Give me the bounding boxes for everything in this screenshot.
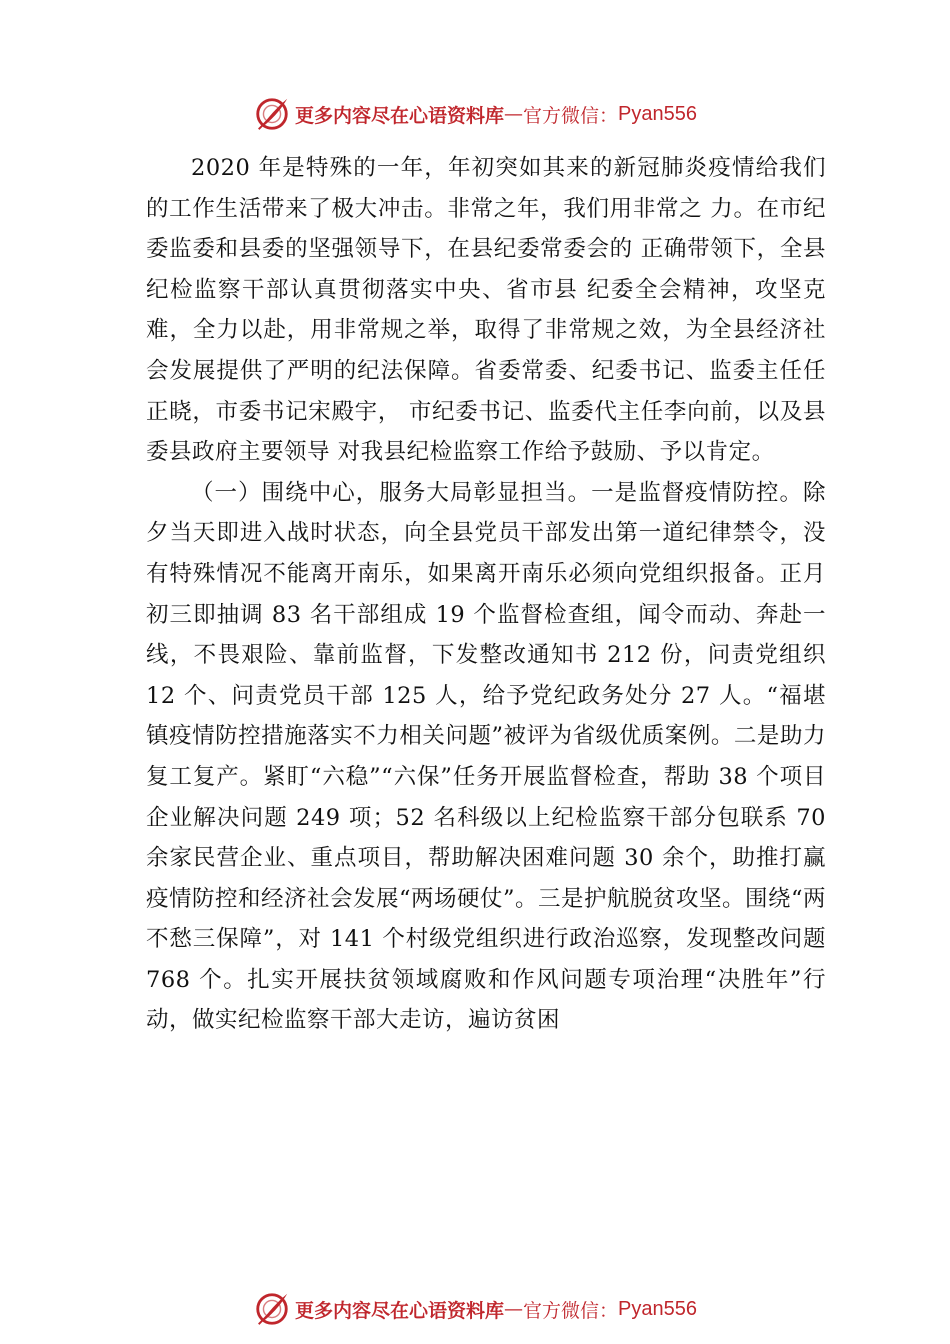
- watermark-separator: —: [504, 103, 524, 125]
- watermark-banner-bottom: [0, 1287, 950, 1331]
- watermark-official-label: 官方微信：: [523, 104, 619, 127]
- watermark-separator: —: [504, 1298, 524, 1320]
- watermark-banner-top: [0, 92, 950, 136]
- watermark-account-id: Pyan556: [618, 1297, 697, 1320]
- watermark-brand-text: 更多内容尽在心语资料库: [295, 104, 505, 127]
- quill-logo-icon: [253, 1290, 291, 1328]
- paragraph-section-one: （一）围绕中心，服务大局彰显担当。一是监督疫情防控。除夕当天即进入战时状态，向全县党员干部发出第一道纪律禁令，没有特殊情况不能离开南乐，如果离开南乐必须向党组织报备。正月初三即抽调 83 名干部组成 19 个监督检查组，闻令而动、奔赴一线，不畏艰险、靠前监督，下发整改通知书 212 份，问责党组织 12 个、问责党员干部 125 人，给予党纪政务处分 27 人。“福堪镇疫情防控措施落实不力相关问题”被评为省级优质案例。二是助力复工复产。紧盯“六稳”“六保”任务开展监督检查，帮助 38 个项目企业解决问题 249 项；52 名科级以上纪检监察干部分包联系 70 余家民营企业、重点项目，帮助解决困难问题 30 余个，助推打赢疫情防控和经济社会发展“两场硬仗”。三是护航脱贫攻坚。围绕“两不愁三保障”，对 141 个村级党组织进行政治巡察，发现整改问题 768 个。扎实开展扶贫领域腐败和作风问题专项治理“决胜年”行动，做实纪检监察干部大走访，遍访贫困: [146, 479, 827, 1034]
- watermark-official-label: 官方微信：: [523, 1299, 619, 1322]
- quill-logo-icon: [253, 95, 291, 133]
- paragraph-intro: 2020 年是特殊的一年，年初突如其来的新冠肺炎疫情给我们的工作生活带来了极大冲击。非常之年，我们用非常之 力。在市纪委监委和县委的坚强领导下，在县纪委常委会的 正确带领下，全县纪检监察干部认真贯彻落实中央、省市县 纪委全会精神，攻坚克难，全力以赴，用非常规之举，取得了非常规之效，为全县经济社会发展提供了严明的纪法保障。省委常委、纪委书记、监委主任任正晓，市委书记宋殿宇， 市纪委书记、监委代主任李向前，以及县委县政府主要领导 对我县纪检监察工作给予鼓励、予以肯定。: [146, 155, 826, 466]
- watermark-account-id: Pyan556: [618, 102, 697, 125]
- document-body: [146, 148, 826, 1041]
- watermark-brand-text: 更多内容尽在心语资料库: [295, 1299, 505, 1322]
